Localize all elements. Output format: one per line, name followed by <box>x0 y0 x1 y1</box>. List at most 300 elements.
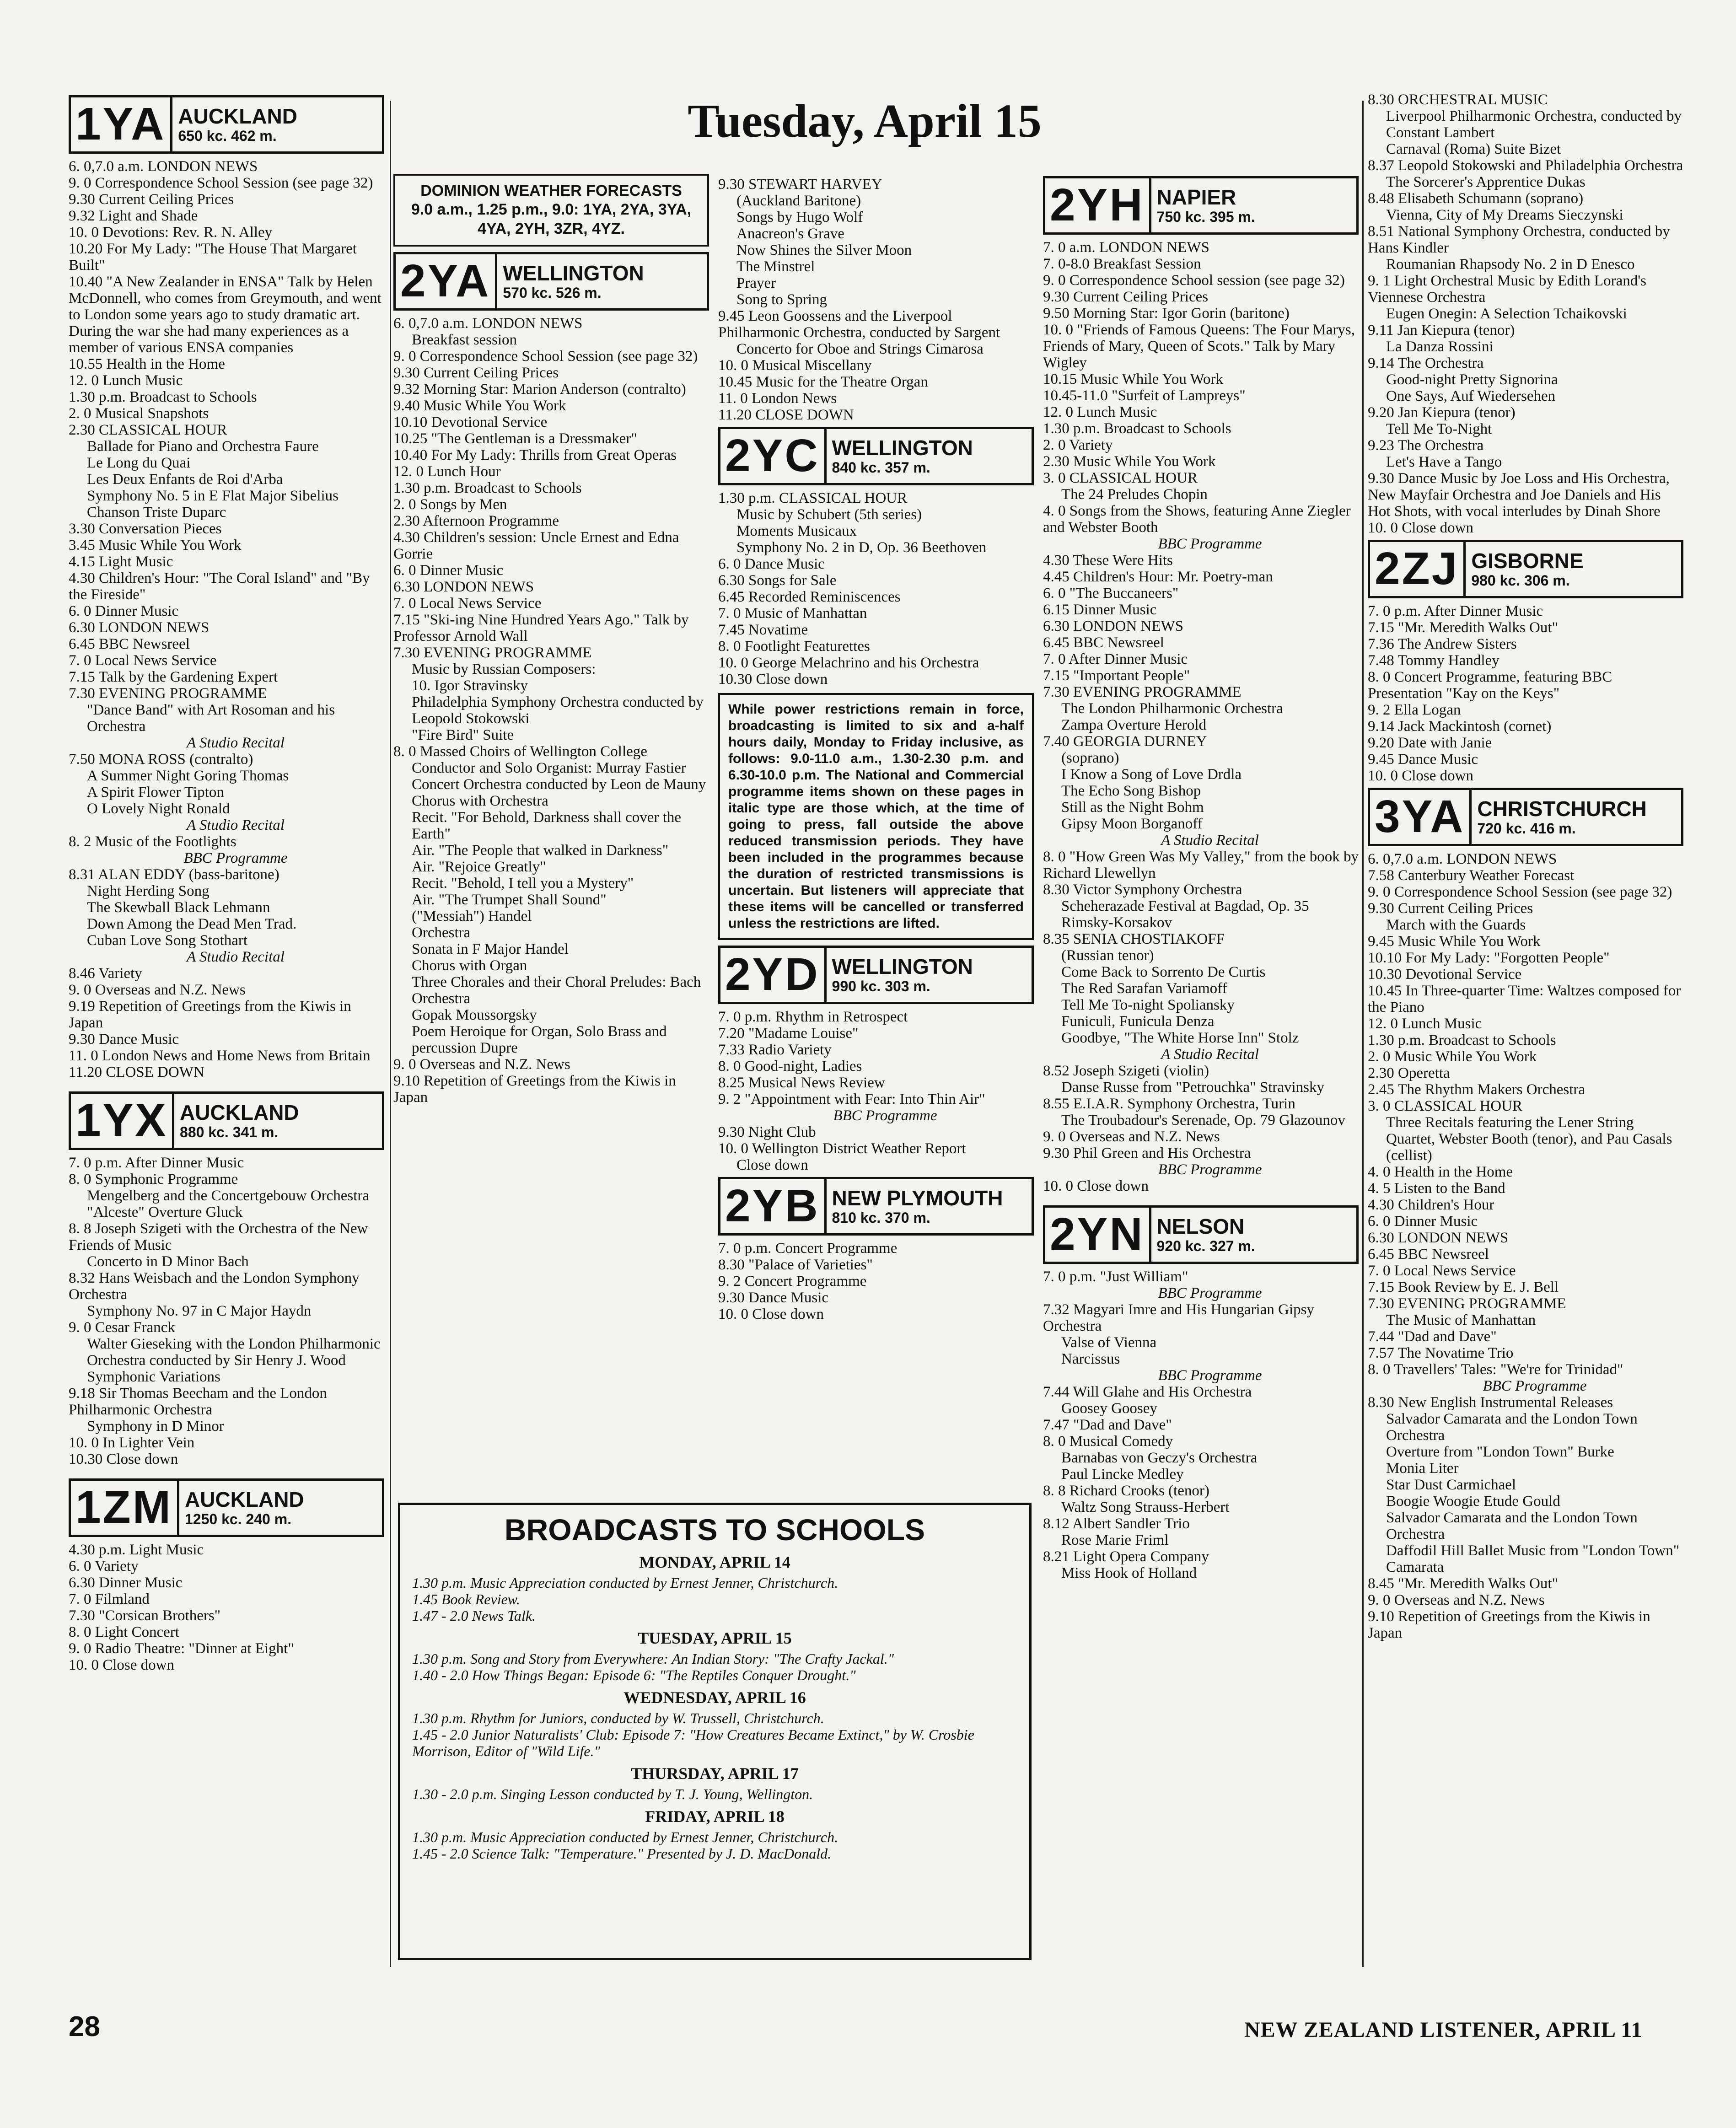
program-line: 3. 0 CLASSICAL HOUR <box>1043 470 1198 486</box>
schools-item: 1.30 p.m. Rhythm for Juniors, conducted by W. Trussell, Christchurch. <box>412 1710 824 1726</box>
program-line: Air. "The People that walked in Darkness" <box>412 842 669 859</box>
station-city: NAPIER <box>1156 185 1236 209</box>
program-line: 8.55 E.I.A.R. Symphony Orchestra, Turin <box>1043 1096 1295 1112</box>
program-line: 8. 0 Musical Comedy <box>1043 1433 1173 1450</box>
program-line: Zampa Overture Herold <box>1061 717 1207 733</box>
program-line: (Auckland Baritone) <box>736 193 861 209</box>
program-line: Recit. "Behold, I tell you a Mystery" <box>412 875 634 892</box>
program-line: Poem Heroique for Organ, Solo Brass and percussion Dupre <box>412 1023 667 1056</box>
program-line: 9.18 Sir Thomas Beecham and the London Philharmonic Orchestra <box>69 1385 327 1418</box>
program-line: 10.20 For My Lady: "The House That Margaret Built" <box>69 241 357 274</box>
program-line: A Summer Night Goring Thomas <box>87 768 289 784</box>
program-line: 12. 0 Lunch Hour <box>393 463 501 480</box>
program-line: Boogie Woogie Etude Gould <box>1386 1493 1560 1510</box>
program-line: A Studio Recital <box>187 817 285 833</box>
program-line: 10. 0 Close down <box>69 1657 174 1673</box>
program-line: Now Shines the Silver Moon <box>736 242 912 258</box>
program-line: 9.40 Music While You Work <box>393 398 566 414</box>
program-line: 10. 0 "Friends of Famous Queens: The Four Marys, Friends of Mary, Queen of Scots." Talk by Mary Wigley <box>1043 322 1355 371</box>
program-line: 9. 0 Correspondence School Session (see page 32) <box>69 175 373 191</box>
schools-title: BROADCASTS TO SCHOOLS <box>504 1513 925 1547</box>
page-number: 28 <box>69 2011 100 2042</box>
column-3 <box>718 176 1034 1322</box>
program-line: Ballade for Piano and Orchestra Faure <box>87 438 319 455</box>
program-line: 9.30 Dance Music by Joe Loss and His Orchestra, New Mayfair Orchestra and Joe Daniels and His Hot Shots, with vocal interludes by Dinah Shore <box>1368 470 1670 520</box>
program-line: 4. 5 Listen to the Band <box>1368 1180 1505 1197</box>
program-line: Close down <box>736 1157 808 1173</box>
program-line: 9.30 Current Ceiling Prices <box>69 191 234 208</box>
program-line: 6.30 Songs for Sale <box>718 572 837 589</box>
program-list <box>1368 851 1683 1641</box>
program-line: 9. 0 Correspondence School Session (see page 32) <box>1368 884 1672 900</box>
program-line: A Spirit Flower Tipton <box>87 784 224 801</box>
program-line: Paul Lincke Medley <box>1061 1466 1184 1483</box>
program-line: 6. 0 Dinner Music <box>69 603 179 619</box>
station-header <box>718 1177 1034 1236</box>
program-line: 6.30 LONDON NEWS <box>1043 618 1184 634</box>
program-line: 4.45 Children's Hour: Mr. Poetry-man <box>1043 569 1273 585</box>
program-line: 10.25 "The Gentleman is a Dressmaker" <box>393 430 637 447</box>
program-line: "Fire Bird" Suite <box>412 727 514 743</box>
program-line: 6.45 BBC Newsreel <box>1043 634 1164 651</box>
program-line: Air. "Rejoice Greatly" <box>412 859 546 875</box>
program-line: Philadelphia Symphony Orchestra conducted by Leopold Stokowski <box>412 694 704 727</box>
program-list <box>1043 1268 1359 1581</box>
program-line: 8. 0 Footlight Featurettes <box>718 638 870 655</box>
program-line: 7.30 "Corsican Brothers" <box>69 1607 221 1624</box>
program-line: 9.32 Morning Star: Marion Anderson (contralto) <box>393 381 686 398</box>
program-line: 1.30 p.m. Broadcast to Schools <box>1043 420 1231 437</box>
program-line: 8. 8 Joseph Szigeti with the Orchestra of the New Friends of Music <box>69 1220 368 1253</box>
program-line: Miss Hook of Holland <box>1061 1565 1197 1581</box>
program-line: 8.30 ORCHESTRAL MUSIC <box>1368 91 1548 108</box>
program-line: 8. 0 "How Green Was My Valley," from the book by Richard Llewellyn <box>1043 849 1359 881</box>
program-line: The Echo Song Bishop <box>1061 783 1201 799</box>
weather-body: 9.0 a.m., 1.25 p.m., 9.0: 1YA, 2YA, 3YA, 4YA, 2YH, 3ZR, 4YZ. <box>411 201 692 237</box>
program-line: 10. 0 Close down <box>1368 520 1473 536</box>
program-line: Star Dust Carmichael <box>1386 1477 1516 1493</box>
station-callsign: 2YN <box>1045 1208 1151 1262</box>
station-callsign: 1YA <box>71 97 172 151</box>
program-list <box>718 1240 1034 1322</box>
program-line: Let's Have a Tango <box>1386 454 1502 470</box>
program-line: (Russian tenor) <box>1061 947 1154 964</box>
program-line: 9. 2 Ella Logan <box>1368 702 1461 718</box>
schools-item: 1.30 - 2.0 p.m. Singing Lesson conducted by T. J. Young, Wellington. <box>412 1786 813 1802</box>
program-line: Narcissus <box>1061 1351 1120 1367</box>
program-line: La Danza Rossini <box>1386 339 1494 355</box>
program-line: 10. Igor Stravinsky <box>412 677 528 694</box>
program-line: 10. 0 Close down <box>1043 1178 1149 1194</box>
program-line: 6. 0,7.0 a.m. LONDON NEWS <box>69 158 258 175</box>
program-line: 8.31 ALAN EDDY (bass-baritone) <box>69 866 279 883</box>
program-line: 3. 0 CLASSICAL HOUR <box>1368 1098 1522 1114</box>
program-line: 7. 0 p.m. Concert Programme <box>718 1240 898 1257</box>
program-line: 10.30 Devotional Service <box>1368 966 1522 983</box>
program-line: 8. 0 Symphonic Programme <box>69 1171 238 1188</box>
program-line: Prayer <box>736 275 776 291</box>
program-line: 9.30 Current Ceiling Prices <box>393 365 559 381</box>
program-line: 6. 0 Variety <box>69 1558 139 1575</box>
program-line: 2. 0 Variety <box>1043 437 1113 453</box>
program-line: Three Recitals featuring the Lener String Quartet, Webster Booth (tenor), and Pau Casals (cellist) <box>1386 1114 1672 1164</box>
program-line: 7.30 EVENING PROGRAMME <box>1368 1295 1566 1312</box>
column-2 <box>393 174 709 1106</box>
station-header <box>69 1478 384 1537</box>
program-line: 2.30 Afternoon Programme <box>393 513 559 529</box>
program-line: 10. 0 Close down <box>1368 768 1473 784</box>
schools-item: 1.47 - 2.0 News Talk. <box>412 1607 536 1624</box>
station-city: AUCKLAND <box>185 1487 304 1511</box>
program-line: 8. 0 Concert Programme, featuring BBC Presentation "Kay on the Keys" <box>1368 669 1612 702</box>
program-line: 6.45 BBC Newsreel <box>1368 1246 1489 1263</box>
station-frequency: 920 kc. 327 m. <box>1156 1237 1255 1254</box>
program-line: 9.45 Leon Goossens and the Liverpool Philharmonic Orchestra, conducted by Sargent <box>718 308 1000 341</box>
program-list <box>718 1009 1034 1173</box>
program-line: 10. 0 George Melachrino and his Orchestra <box>718 655 979 671</box>
program-line: 7. 0 p.m. "Just William" <box>1043 1268 1188 1285</box>
program-line: A Studio Recital <box>1161 832 1259 849</box>
program-line: 9. 0 Radio Theatre: "Dinner at Eight" <box>69 1640 294 1657</box>
program-line: 8. 0 Travellers' Tales: "We're for Trinidad" <box>1368 1361 1623 1378</box>
program-line: 9.14 Jack Mackintosh (cornet) <box>1368 718 1552 735</box>
program-line: 9. 0 Overseas and N.Z. News <box>393 1056 570 1073</box>
program-line: 9.45 Music While You Work <box>1368 933 1541 950</box>
program-line: 10. 0 Close down <box>718 1306 824 1322</box>
program-line: 6.30 Dinner Music <box>69 1575 183 1591</box>
program-line: Gipsy Moon Borganoff <box>1061 816 1203 832</box>
program-line: 7. 0 Music of Manhattan <box>718 605 867 622</box>
program-line: 4.30 Children's Hour <box>1368 1197 1494 1213</box>
program-line: 8.51 National Symphony Orchestra, conducted by Hans Kindler <box>1368 223 1670 256</box>
program-line: 9. 1 Light Orchestral Music by Edith Lorand's Viennese Orchestra <box>1368 273 1647 306</box>
program-line: The Sorcerer's Apprentice Dukas <box>1386 174 1586 190</box>
program-line: BBC Programme <box>1158 1367 1262 1384</box>
program-line: (soprano) <box>1061 750 1119 766</box>
program-line: Tell Me To-Night <box>1386 421 1492 437</box>
program-line: Anacreon's Grave <box>736 226 844 242</box>
program-line: 10. 0 Musical Miscellany <box>718 357 872 374</box>
program-line: Valse of Vienna <box>1061 1334 1157 1351</box>
program-line: BBC Programme <box>1483 1378 1587 1394</box>
program-line: I Know a Song of Love Drdla <box>1061 766 1242 783</box>
program-line: The Skewball Black Lehmann <box>87 899 270 916</box>
program-line: 2.30 Music While You Work <box>1043 453 1216 470</box>
program-line: One Says, Auf Wiedersehen <box>1386 388 1556 404</box>
station-frequency: 840 kc. 357 m. <box>832 459 930 476</box>
station-frequency: 880 kc. 341 m. <box>180 1123 279 1140</box>
program-line: 10.40 "A New Zealander in ENSA" Talk by Helen McDonnell, who comes from Greymouth, and went to London some years ago to study dramatic art. During the war she had many experiences as a member of various ENSA companies <box>69 274 382 356</box>
program-line: Walter Gieseking with the London Philharmonic Orchestra conducted by Sir Henry J. Wood <box>87 1336 381 1369</box>
program-line: 9.45 Dance Music <box>1368 751 1478 768</box>
program-line: 9.10 Repetition of Greetings from the Kiwis in Japan <box>393 1073 676 1106</box>
schools-item: 1.30 p.m. Music Appreciation conducted by Ernest Jenner, Christchurch. <box>412 1829 838 1845</box>
program-line: Salvador Camarata and the London Town Orchestra <box>1386 1411 1638 1444</box>
publication-footer: NEW ZEALAND LISTENER, APRIL 11 <box>1244 2018 1643 2042</box>
program-line: "Dance Band" with Art Rosoman and his Orchestra <box>87 702 335 735</box>
program-line: Conductor and Solo Organist: Murray Fastier <box>412 760 686 776</box>
program-line: 7.57 The Novatime Trio <box>1368 1345 1514 1361</box>
program-line: Liverpool Philharmonic Orchestra, conducted by Constant Lambert <box>1386 108 1682 141</box>
program-line: Three Chorales and their Choral Preludes: Bach <box>412 974 701 990</box>
program-line: A Studio Recital <box>1161 1046 1259 1063</box>
program-line: 9. 0 Overseas and N.Z. News <box>1368 1592 1545 1608</box>
station-callsign: 2YA <box>396 254 497 308</box>
station-callsign: 2YC <box>720 429 827 483</box>
program-line: 1.30 p.m. Broadcast to Schools <box>1368 1032 1556 1048</box>
station-frequency: 810 kc. 370 m. <box>832 1209 930 1226</box>
program-line: 8. 0 Light Concert <box>69 1624 179 1640</box>
schools-day: THURSDAY, APRIL 17 <box>631 1764 799 1783</box>
program-line: Vienna, City of My Dreams Sieczynski <box>1386 207 1623 223</box>
program-line: 10.45 In Three-quarter Time: Waltzes composed for the Piano <box>1368 983 1681 1016</box>
program-line: Music by Schubert (5th series) <box>736 506 922 523</box>
program-line: 7. 0 a.m. LONDON NEWS <box>1043 239 1209 256</box>
program-line: 7. 0 Local News Service <box>69 652 217 669</box>
program-line: 7.44 Will Glahe and His Orchestra <box>1043 1384 1252 1400</box>
program-line: Goosey Goosey <box>1061 1400 1157 1417</box>
station-header <box>69 95 384 154</box>
program-line: 8.30 Victor Symphony Orchestra <box>1043 881 1242 898</box>
program-line: 7.15 "Mr. Meredith Walks Out" <box>1368 619 1558 636</box>
schools-item: 1.45 - 2.0 Science Talk: "Temperature." Presented by J. D. MacDonald. <box>412 1845 832 1862</box>
program-line: 9.11 Jan Kiepura (tenor) <box>1368 322 1515 339</box>
station-callsign: 2YH <box>1045 178 1151 232</box>
program-line: Air. "The Trumpet Shall Sound" <box>412 892 607 908</box>
program-line: 8. 0 Good-night, Ladies <box>718 1058 862 1075</box>
program-line: 7. 0-8.0 Breakfast Session <box>1043 256 1201 272</box>
program-line: 7. 0 Local News Service <box>393 595 542 612</box>
station-city: NELSON <box>1156 1214 1245 1238</box>
program-line: 7.15 "Ski-ing Nine Hundred Years Ago." Talk by Professor Arnold Wall <box>393 612 689 645</box>
program-line: BBC Programme <box>833 1107 937 1124</box>
program-line: 4.30 These Were Hits <box>1043 552 1173 569</box>
program-line: 12. 0 Lunch Music <box>1368 1016 1482 1032</box>
program-line: 8.12 Albert Sandler Trio <box>1043 1515 1190 1532</box>
program-line: Breakfast session <box>412 332 517 348</box>
program-line: 7.30 EVENING PROGRAMME <box>69 685 267 702</box>
program-line: Daffodil Hill Ballet Music from "London Town" Camarata <box>1386 1542 1680 1575</box>
program-line: 7.47 "Dad and Dave" <box>1043 1417 1172 1433</box>
program-line: 9.30 Current Ceiling Prices <box>1368 900 1533 917</box>
program-line: 7. 0 p.m. After Dinner Music <box>1368 603 1543 619</box>
program-line: 8.25 Musical News Review <box>718 1075 885 1091</box>
program-line: 9.30 STEWART HARVEY <box>718 176 882 193</box>
program-line: 9.30 Dance Music <box>69 1031 179 1048</box>
program-line: Still as the Night Bohm <box>1061 799 1204 816</box>
program-line: 10.40 For My Lady: Thrills from Great Operas <box>393 447 677 463</box>
program-line: 10.10 For My Lady: "Forgotten People" <box>1368 950 1610 966</box>
program-line: The Troubadour's Serenade, Op. 79 Glazounov <box>1061 1112 1345 1128</box>
program-line: The Minstrel <box>736 258 815 275</box>
program-line: 6. 0,7.0 a.m. LONDON NEWS <box>1368 851 1557 867</box>
program-line: Recit. "For Behold, Darkness shall cover the Earth" <box>412 809 682 842</box>
program-line: 10.15 Music While You Work <box>1043 371 1223 387</box>
program-line: Orchestra <box>412 990 471 1007</box>
program-line: 8.32 Hans Weisbach and the London Symphony Orchestra <box>69 1270 360 1303</box>
station-city: CHRISTCHURCH <box>1477 796 1647 821</box>
station-frequency: 980 kc. 306 m. <box>1471 572 1570 589</box>
program-list <box>718 490 1034 688</box>
program-line: 10. 0 Devotions: Rev. R. N. Alley <box>69 224 273 241</box>
program-line: "Alceste" Overture Gluck <box>87 1204 243 1220</box>
program-line: A Studio Recital <box>187 949 285 965</box>
schools-item: 1.45 - 2.0 Junior Naturalists' Club: Episode 7: "How Creatures Became Extinct," by W. Crosbie Morrison, Editor of "Wild Life." <box>412 1726 974 1759</box>
schools-day: MONDAY, APRIL 14 <box>639 1553 790 1571</box>
program-line: Monia Liter <box>1386 1460 1459 1477</box>
program-line: 4.15 Light Music <box>69 553 173 570</box>
station-frequency: 990 kc. 303 m. <box>832 978 930 994</box>
station-city: AUCKLAND <box>180 1100 299 1124</box>
program-line: Concerto for Oboe and Strings Cimarosa <box>736 341 984 357</box>
page-title: Tuesday, April 15 <box>688 95 1042 147</box>
program-line: Sonata in F Major Handel <box>412 941 569 957</box>
program-line: 2.30 Operetta <box>1368 1065 1450 1081</box>
program-line: Chorus with Orchestra <box>412 793 548 809</box>
program-line: Le Long du Quai <box>87 455 191 471</box>
program-line: Symphony No. 97 in C Major Haydn <box>87 1303 312 1319</box>
program-line: 10. 0 Wellington District Weather Report <box>718 1140 966 1157</box>
program-line: 4. 0 Health in the Home <box>1368 1164 1513 1180</box>
program-line: Music by Russian Composers: <box>412 661 596 677</box>
weather-box <box>393 174 709 247</box>
program-line: 8.45 "Mr. Meredith Walks Out" <box>1368 1575 1558 1592</box>
station-header <box>718 427 1034 485</box>
program-line: Les Deux Enfants de Roi d'Arba <box>87 471 283 488</box>
program-line: Gopak Moussorgsky <box>412 1007 537 1023</box>
program-list <box>393 315 709 1106</box>
program-line: 2. 0 Music While You Work <box>1368 1048 1537 1065</box>
program-line: Symphonic Variations <box>87 1369 220 1385</box>
program-line: 8.52 Joseph Szigeti (violin) <box>1043 1063 1209 1079</box>
schools-item: 1.45 Book Review. <box>412 1591 520 1607</box>
program-line: Down Among the Dead Men Trad. <box>87 916 297 932</box>
weather-title: DOMINION WEATHER FORECASTS <box>420 182 682 199</box>
program-line: Moments Musicaux <box>736 523 857 539</box>
program-line: 9.30 Night Club <box>718 1124 816 1140</box>
station-callsign: 1YX <box>71 1094 174 1148</box>
program-line: 9.30 Current Ceiling Prices <box>1043 289 1209 305</box>
program-line: 7. 0 After Dinner Music <box>1043 651 1188 667</box>
program-line: 9.32 Light and Shade <box>69 208 198 224</box>
station-city: AUCKLAND <box>178 104 297 128</box>
station-header <box>69 1091 384 1150</box>
station-callsign: 2YD <box>720 948 827 1002</box>
program-line: BBC Programme <box>183 850 288 866</box>
program-line: Waltz Song Strauss-Herbert <box>1061 1499 1230 1515</box>
station-header <box>718 946 1034 1004</box>
program-line: 12. 0 Lunch Music <box>69 372 183 389</box>
program-line: 9.23 The Orchestra <box>1368 437 1484 454</box>
program-line: Goodbye, "The White Horse Inn" Stolz <box>1061 1030 1299 1046</box>
station-city: GISBORNE <box>1471 548 1584 573</box>
program-line: March with the Guards <box>1386 917 1526 933</box>
column-rule <box>390 101 391 1967</box>
station-header <box>1368 788 1683 846</box>
program-line: 2. 0 Songs by Men <box>393 496 507 513</box>
program-line: 6. 0 "The Buccaneers" <box>1043 585 1179 602</box>
program-line: 10.45-11.0 "Surfeit of Lampreys" <box>1043 387 1246 404</box>
program-line: 4.30 Children's session: Uncle Ernest and Edna Gorrie <box>393 529 679 562</box>
program-line: 7.32 Magyari Imre and His Hungarian Gipsy Orchestra <box>1043 1301 1314 1334</box>
program-line: 8. 2 Music of the Footlights <box>69 833 236 850</box>
program-line: Night Herding Song <box>87 883 210 899</box>
program-line: Eugen Onegin: A Selection Tchaikovski <box>1386 306 1627 322</box>
station-city: WELLINGTON <box>503 261 644 285</box>
program-line: 6.45 Recorded Reminiscences <box>718 589 901 605</box>
program-line: Rose Marie Friml <box>1061 1532 1169 1548</box>
program-line: Symphony in D Minor <box>87 1418 224 1435</box>
schools-day: FRIDAY, APRIL 18 <box>645 1807 785 1826</box>
program-line: 12. 0 Lunch Music <box>1043 404 1157 420</box>
station-header <box>1043 176 1359 235</box>
program-line: BBC Programme <box>1158 1285 1262 1301</box>
column-5 <box>1368 91 1683 1641</box>
program-line: Come Back to Sorrento De Curtis <box>1061 964 1266 980</box>
program-line: O Lovely Night Ronald <box>87 801 230 817</box>
station-header <box>1043 1205 1359 1264</box>
program-line: 9. 2 Concert Programme <box>718 1273 867 1290</box>
program-line: 6. 0 Dinner Music <box>1368 1213 1478 1230</box>
station-header <box>393 252 709 311</box>
program-list <box>718 176 1034 423</box>
program-line: 10.45 Music for the Theatre Organ <box>718 374 928 390</box>
column-1 <box>69 91 384 1673</box>
station-frequency: 1250 kc. 240 m. <box>185 1510 292 1527</box>
station-callsign: 2ZJ <box>1370 542 1466 596</box>
program-line: 6. 0 Dance Music <box>718 556 825 572</box>
station-callsign: 2YB <box>720 1179 827 1233</box>
program-list <box>1043 239 1359 1194</box>
program-line: Cuban Love Song Stothart <box>87 932 248 949</box>
program-line: Orchestra <box>412 924 471 941</box>
program-line: 7.30 EVENING PROGRAMME <box>1043 684 1242 700</box>
program-line: 6. 0 Dinner Music <box>393 562 504 579</box>
program-line: 8. 0 Massed Choirs of Wellington College <box>393 743 647 760</box>
program-line: Funiculi, Funicula Denza <box>1061 1013 1215 1030</box>
program-line: 9. 0 Overseas and N.Z. News <box>69 982 246 998</box>
station-city: NEW PLYMOUTH <box>832 1186 1003 1210</box>
program-line: 6.30 LONDON NEWS <box>69 619 210 636</box>
program-line: Roumanian Rhapsody No. 2 in D Enesco <box>1386 256 1635 273</box>
program-line: Concerto in D Minor Bach <box>87 1253 249 1270</box>
program-list <box>1368 91 1683 536</box>
program-line: 6.45 BBC Newsreel <box>69 636 190 652</box>
program-line: 4.30 p.m. Light Music <box>69 1542 204 1558</box>
program-line: 11. 0 London News <box>718 390 837 407</box>
schools-item: 1.30 p.m. Song and Story from Everywhere: An Indian Story: "The Crafty Jackal." <box>412 1650 894 1667</box>
program-line: Carnaval (Roma) Suite Bizet <box>1386 141 1561 157</box>
schools-item: 1.40 - 2.0 How Things Began: Episode 6: "The Reptiles Conquer Drought." <box>412 1667 856 1683</box>
program-line: 7.44 "Dad and Dave" <box>1368 1328 1497 1345</box>
program-line: 9.20 Jan Kiepura (tenor) <box>1368 404 1516 421</box>
program-line: 8.30 New English Instrumental Releases <box>1368 1394 1613 1411</box>
program-line: 8.21 Light Opera Company <box>1043 1548 1209 1565</box>
program-line: 9.30 Dance Music <box>718 1290 829 1306</box>
program-line: Chanson Triste Duparc <box>87 504 226 521</box>
program-line: BBC Programme <box>1158 536 1262 552</box>
program-line: 9.14 The Orchestra <box>1368 355 1484 371</box>
program-line: 9.30 Phil Green and His Orchestra <box>1043 1145 1251 1161</box>
program-line: 7.33 Radio Variety <box>718 1042 832 1058</box>
program-line: 7.50 MONA ROSS (contralto) <box>69 751 253 768</box>
program-line: 7. 0 p.m. Rhythm in Retrospect <box>718 1009 908 1025</box>
program-line: A Studio Recital <box>187 735 285 751</box>
program-line: 9. 0 Cesar Franck <box>69 1319 175 1336</box>
program-line: 10.55 Health in the Home <box>69 356 225 372</box>
program-line: 8.48 Elisabeth Schumann (soprano) <box>1368 190 1584 207</box>
station-frequency: 720 kc. 416 m. <box>1477 820 1576 837</box>
